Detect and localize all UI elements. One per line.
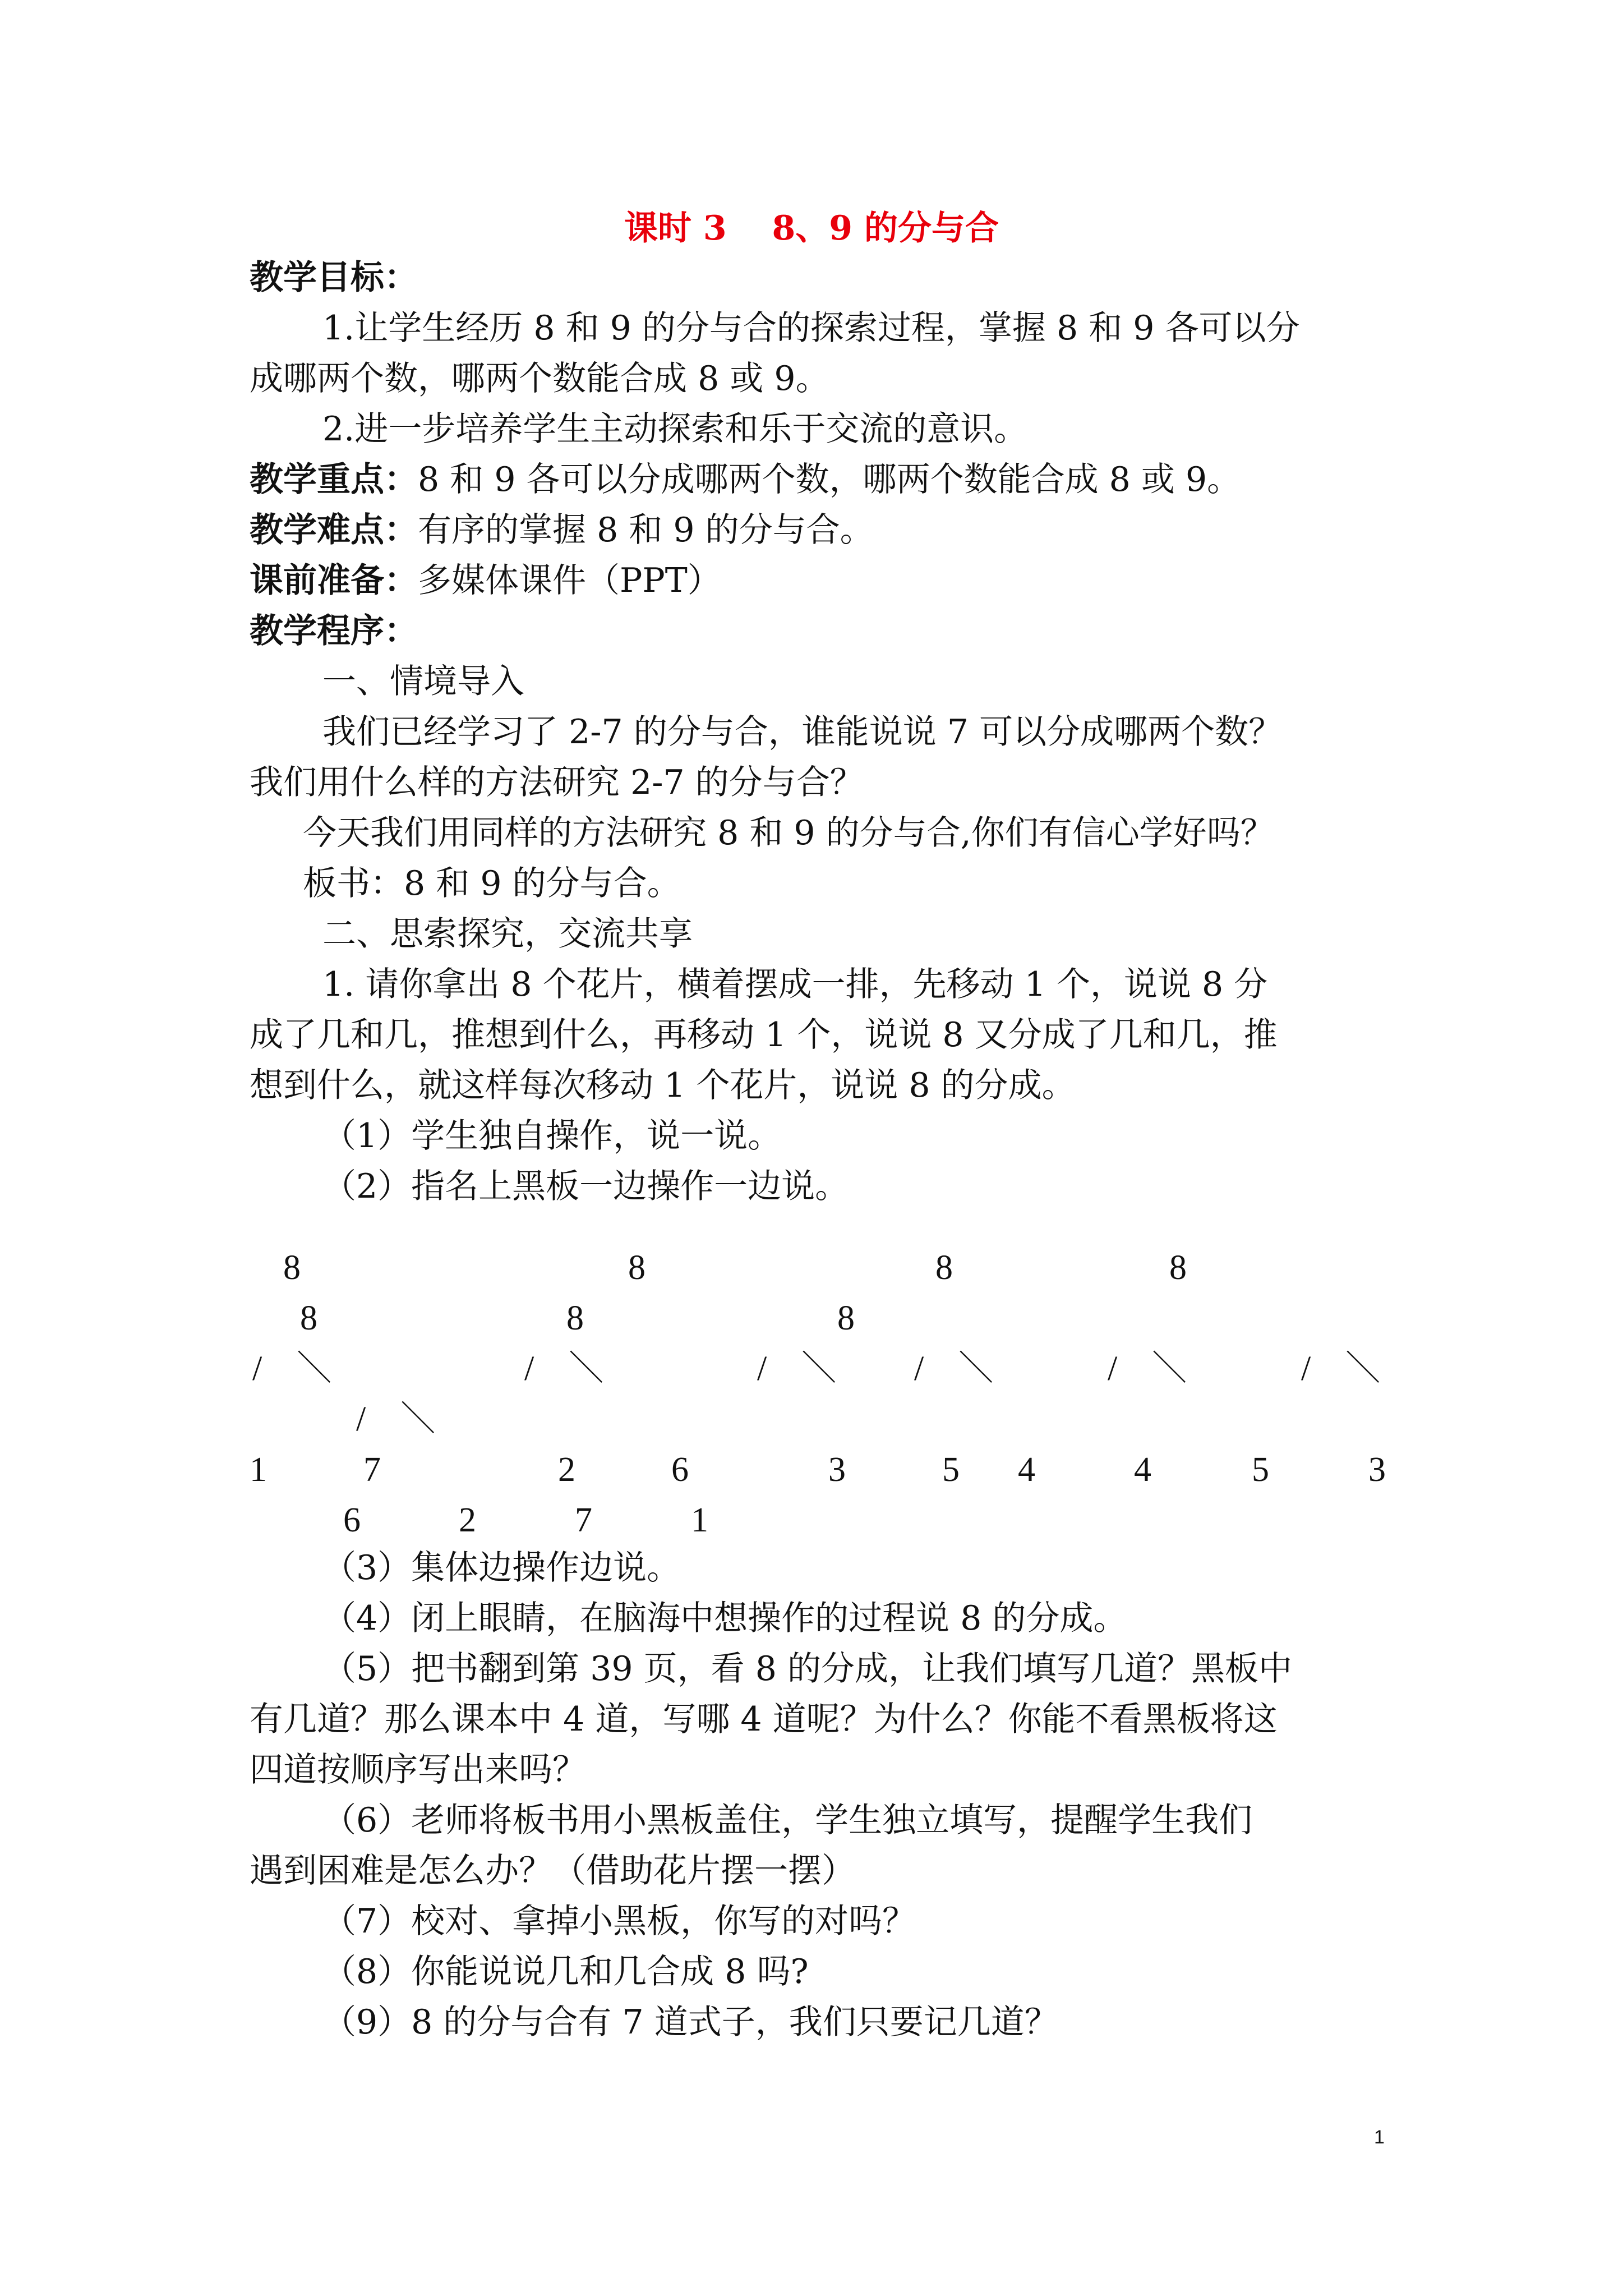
section-heading-line: [250, 454, 1241, 505]
heading-label: 教学难点：: [250, 510, 418, 550]
paragraph-line: [322, 909, 693, 959]
part-number: 6: [671, 1451, 689, 1489]
paragraph-line: [322, 707, 1282, 757]
paragraph-line: [303, 808, 1274, 858]
line-text: 1. 请你拿出 8 个花片，横着摆成一排，先移动 1 个，说说 8 分: [322, 965, 1268, 1004]
heading-label: 教学程序：: [250, 611, 418, 651]
paragraph-line: [250, 1010, 1278, 1060]
split-lines: / ＼: [524, 1350, 604, 1388]
split-lines: / ＼: [356, 1400, 436, 1438]
whole-number: 8: [283, 1249, 301, 1287]
paragraph-line: [322, 1161, 849, 1212]
whole-number: 8: [300, 1299, 317, 1337]
whole-number: 8: [1169, 1249, 1187, 1287]
line-text: 多媒体课件（PPT）: [418, 561, 721, 600]
line-text: 想到什么，就这样每次移动 1 个花片，说说 8 的分成。: [250, 1066, 1076, 1105]
paragraph-line: [322, 1644, 1292, 1694]
line-text: （7）校对、拿掉小黑板，你写的对吗？: [322, 1902, 916, 1941]
line-text: 今天我们用同样的方法研究 8 和 9 的分与合,你们有信心学好吗？: [303, 813, 1274, 853]
split-lines: / ＼: [757, 1350, 837, 1388]
line-text: 二、思索探究，交流共享: [322, 914, 693, 954]
part-number: 2: [459, 1501, 476, 1539]
heading-label: 课前准备：: [250, 561, 418, 600]
line-text: 我们已经学习了 2-7 的分与合，谁能说说 7 可以分成哪两个数？: [322, 712, 1283, 752]
paragraph-line: [322, 1997, 1058, 2047]
paragraph-line: [250, 1745, 586, 1795]
paragraph-line: [250, 757, 864, 808]
part-number: 7: [363, 1451, 381, 1489]
line-text: 有几道？那么课本中 4 道，写哪 4 道呢？为什么？你能不看黑板将这: [250, 1700, 1278, 1739]
paragraph-line: [322, 1111, 781, 1161]
line-text: （2）指名上黑板一边操作一边说。: [322, 1167, 849, 1206]
line-text: 遇到困难是怎么办？（借助花片摆一摆）: [250, 1851, 855, 1890]
paragraph-line: [250, 353, 829, 404]
paragraph-line: [322, 1947, 809, 1997]
line-text: 有序的掌握 8 和 9 的分与合。: [418, 510, 874, 550]
section-heading-line: [250, 252, 418, 303]
paragraph-line: [322, 404, 1027, 454]
part-number: 5: [942, 1451, 960, 1489]
part-number: 4: [1018, 1451, 1035, 1489]
split-lines: / ＼: [914, 1350, 994, 1388]
document-title: 课时 3 8、9 的分与合: [624, 209, 999, 248]
line-text: （1）学生独自操作，说一说。: [322, 1116, 782, 1156]
line-text: 成哪两个数，哪两个数能合成 8 或 9。: [250, 359, 829, 398]
part-number: 6: [343, 1501, 361, 1539]
part-number: 4: [1134, 1451, 1151, 1489]
line-text: 8 和 9 各可以分成哪两个数，哪两个数能合成 8 或 9。: [418, 460, 1241, 499]
paragraph-line: [322, 303, 1300, 353]
heading-label: 教学重点：: [250, 460, 418, 499]
paragraph-line: [322, 1593, 1127, 1644]
heading-label: 教学目标：: [250, 258, 418, 297]
part-number: 5: [1252, 1451, 1269, 1489]
section-heading-line: [250, 505, 874, 555]
part-number: 3: [1368, 1451, 1386, 1489]
line-text: 成了几和几，推想到什么，再移动 1 个，说说 8 又分成了几和几，推: [250, 1015, 1278, 1055]
whole-number: 8: [566, 1299, 584, 1337]
line-text: 板书：8 和 9 的分与合。: [303, 864, 681, 903]
line-text: 四道按顺序写出来吗？: [250, 1750, 586, 1789]
paragraph-line: [322, 959, 1267, 1010]
paragraph-line: [303, 858, 681, 909]
paragraph-line: [322, 1543, 680, 1593]
split-lines: / ＼: [252, 1350, 332, 1388]
part-number: 2: [558, 1451, 575, 1489]
line-text: 2.进一步培养学生主动探索和乐于交流的意识。: [322, 409, 1028, 449]
line-text: 1.让学生经历 8 和 9 的分与合的探索过程，掌握 8 和 9 各可以分: [322, 309, 1300, 348]
line-text: （9）8 的分与合有 7 道式子，我们只要记几道？: [322, 2003, 1058, 2042]
split-lines: / ＼: [1108, 1350, 1187, 1388]
page-number: 1: [1374, 2127, 1385, 2148]
paragraph-line: [250, 1846, 855, 1896]
section-heading-line: [250, 555, 721, 606]
paragraph-line: [250, 1060, 1076, 1111]
paragraph-line: [322, 1795, 1252, 1846]
part-number: 1: [250, 1451, 267, 1489]
section-heading-line: [250, 606, 418, 656]
whole-number: 8: [837, 1299, 855, 1337]
split-lines: / ＼: [1301, 1350, 1381, 1388]
part-number: 3: [828, 1451, 846, 1489]
part-number: 1: [691, 1501, 708, 1539]
paragraph-line: [250, 1694, 1278, 1745]
line-text: （6）老师将板书用小黑板盖住，学生独立填写，提醒学生我们: [322, 1801, 1253, 1840]
whole-number: 8: [628, 1249, 645, 1287]
line-text: （3）集体边操作边说。: [322, 1548, 681, 1588]
line-text: 一、情境导入: [322, 662, 524, 701]
paragraph-line: [322, 1896, 916, 1947]
line-text: （4）闭上眼睛，在脑海中想操作的过程说 8 的分成。: [322, 1599, 1127, 1638]
whole-number: 8: [935, 1249, 953, 1287]
line-text: （5）把书翻到第 39 页，看 8 的分成，让我们填写几道？黑板中: [322, 1649, 1292, 1688]
part-number: 7: [575, 1501, 592, 1539]
line-text: 我们用什么样的方法研究 2-7 的分与合？: [250, 763, 864, 802]
paragraph-line: [322, 656, 524, 707]
line-text: （8）你能说说几和几合成 8 吗?: [322, 1952, 809, 1991]
